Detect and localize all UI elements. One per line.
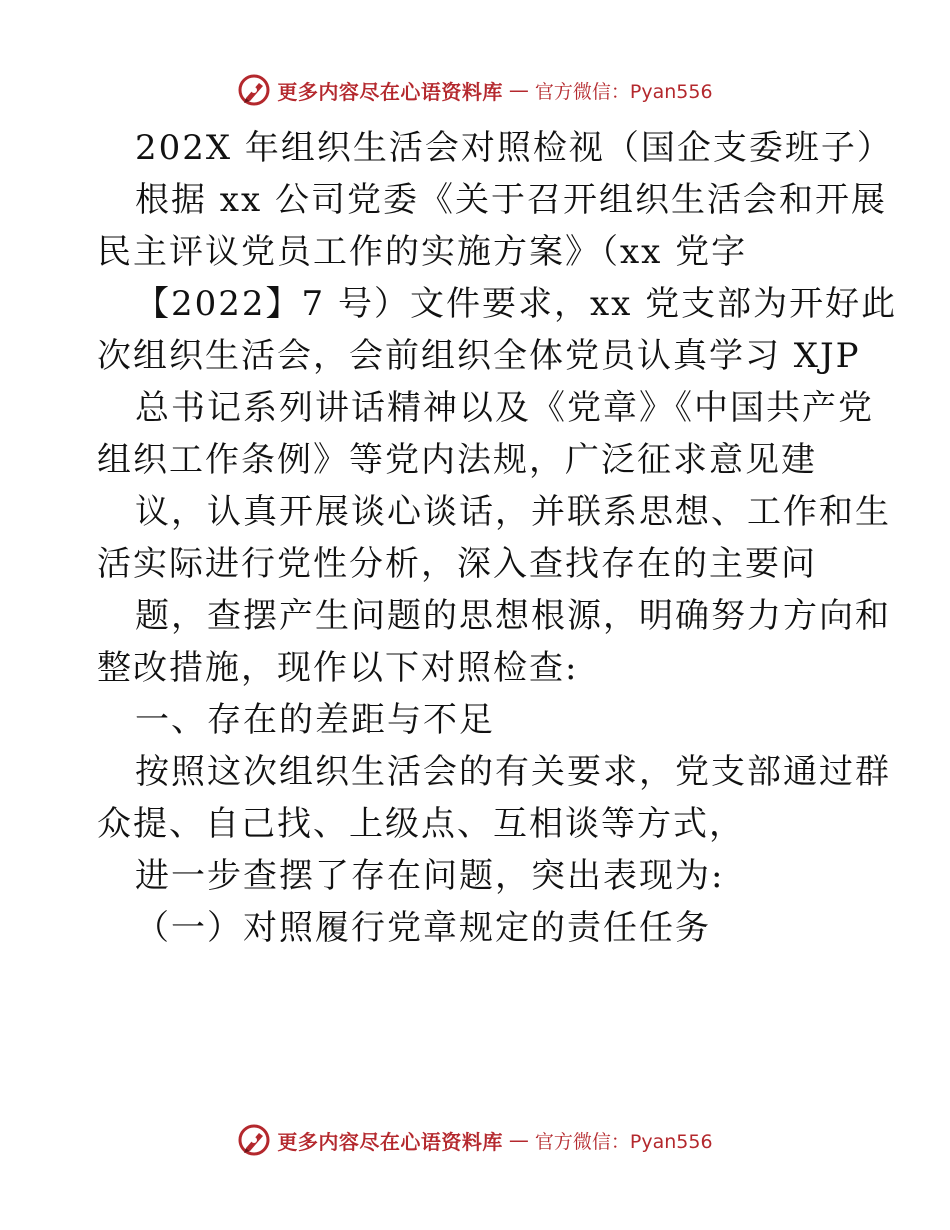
paragraph-line: 议，认真开展谈心谈话，并联系思想、工作和生 bbox=[135, 492, 891, 532]
footer-dash: — bbox=[508, 1128, 529, 1152]
document-body bbox=[97, 122, 898, 954]
section-heading: 一、存在的差距与不足 bbox=[135, 700, 495, 740]
paragraph-line: 按照这次组织生活会的有关要求，党支部通过群 bbox=[135, 752, 891, 792]
paragraph-line: 【2022】7 号）文件要求，xx 党支部为开好此 bbox=[135, 284, 898, 324]
header-banner bbox=[0, 70, 950, 110]
paragraph-line: 活实际进行党性分析，深入查找存在的主要问 bbox=[97, 544, 817, 584]
paragraph-line: 题，查摆产生问题的思想根源，明确努力方向和 bbox=[135, 596, 891, 636]
paragraph-line: 总书记系列讲话精神以及《党章》《中国共产党 bbox=[135, 388, 874, 428]
paragraph-line: 次组织生活会，会前组织全体党员认真学习 XJP bbox=[97, 336, 861, 376]
pen-logo-icon bbox=[237, 73, 271, 107]
header-dash: — bbox=[508, 78, 529, 102]
footer-banner bbox=[0, 1120, 950, 1160]
footer-site-name: 更多内容尽在心语资料库 bbox=[277, 1129, 503, 1154]
pen-logo-icon bbox=[237, 1123, 271, 1157]
document-title: 202X 年组织生活会对照检视（国企支委班子） bbox=[135, 128, 893, 168]
paragraph-line: 组织工作条例》等党内法规，广泛征求意见建 bbox=[97, 440, 817, 480]
paragraph-line: 众提、自己找、上级点、互相谈等方式， bbox=[97, 804, 745, 844]
paragraph-line: 整改措施，现作以下对照检查: bbox=[97, 648, 579, 688]
footer-wechat: 官方微信：Pyan556 bbox=[534, 1130, 713, 1153]
paragraph-line: 民主评议党员工作的实施方案》（xx 党字 bbox=[97, 232, 748, 272]
header-wechat: 官方微信：Pyan556 bbox=[534, 80, 713, 103]
subsection-heading: （一）对照履行党章规定的责任任务 bbox=[135, 908, 711, 948]
paragraph-line: 进一步查摆了存在问题，突出表现为: bbox=[135, 856, 725, 896]
header-site-name: 更多内容尽在心语资料库 bbox=[277, 79, 503, 104]
paragraph-line: 根据 xx 公司党委《关于召开组织生活会和开展 bbox=[135, 180, 887, 220]
